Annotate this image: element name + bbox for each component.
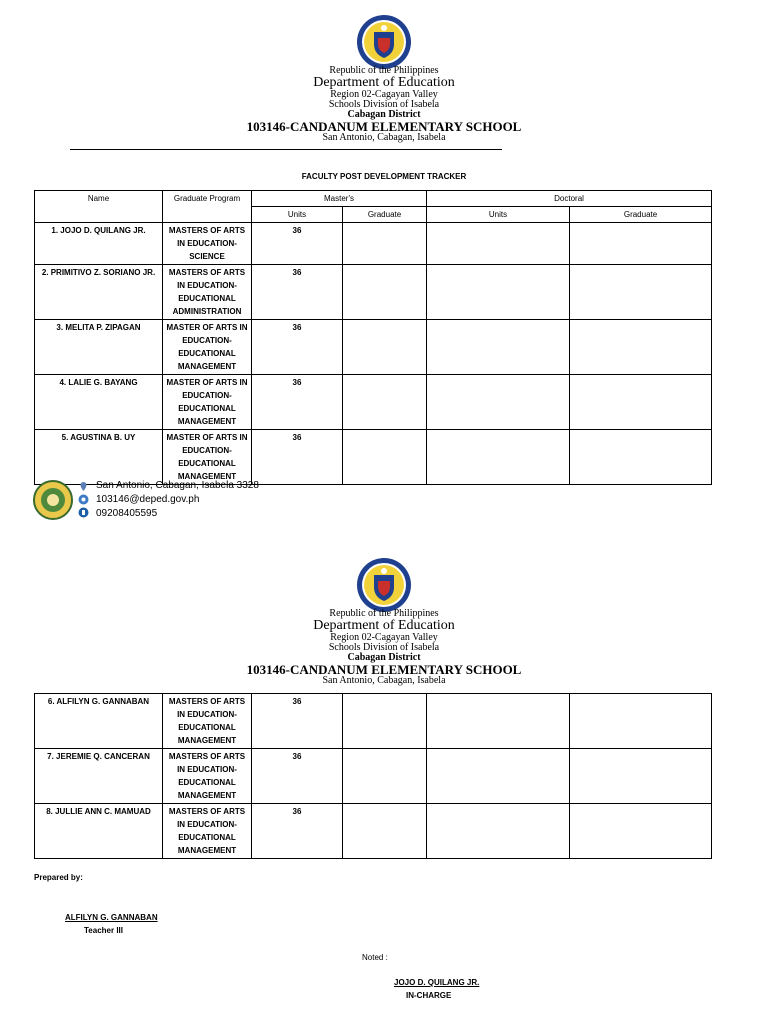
doctoral-graduate xyxy=(570,430,712,485)
masters-units: 36 xyxy=(252,223,343,265)
school-name: 103146-CANDANUM ELEMENTARY SCHOOL xyxy=(246,119,522,134)
table-row xyxy=(35,320,712,375)
doctoral-units xyxy=(427,804,570,859)
tracker-table-page1 xyxy=(34,190,712,485)
doctoral-graduate xyxy=(570,375,712,430)
masters-units-header: Units xyxy=(252,207,343,223)
table-row xyxy=(35,804,712,859)
department-text: Department of Education xyxy=(313,75,455,90)
masters-graduate xyxy=(343,320,427,375)
masters-units: 36 xyxy=(252,694,343,749)
page2-letterhead xyxy=(0,609,768,686)
deped-seal-icon xyxy=(356,557,412,613)
doctoral-units-header: Units xyxy=(427,207,570,223)
deped-seal-icon xyxy=(356,14,412,70)
col-name-header: Name xyxy=(35,191,163,223)
region-text: Region 02-Cagayan Valley xyxy=(330,632,438,643)
table-row xyxy=(35,223,712,265)
faculty-name: 6. ALFILYN G. GANNABAN xyxy=(35,694,163,749)
phone-icon xyxy=(78,507,89,518)
doctoral-units xyxy=(427,694,570,749)
district-text: Cabagan District xyxy=(347,652,421,663)
division-text: Schools Division of Isabela xyxy=(328,642,440,653)
graduate-program: MASTERS OF ARTS IN EDUCATION-EDUCATIONAL ADMINISTRATION xyxy=(163,265,252,320)
masters-units: 36 xyxy=(252,320,343,375)
masters-graduate xyxy=(343,265,427,320)
contact-email: 103146@deped.gov.ph xyxy=(96,494,200,505)
masters-graduate xyxy=(343,430,427,485)
tracker-title: FACULTY POST DEVELOPMENT TRACKER xyxy=(301,172,467,181)
prepared-by-name: ALFILYN G. GANNABAN xyxy=(65,913,158,922)
graduate-program: MASTERS OF ARTS IN EDUCATION-EDUCATIONAL MANAGEMENT xyxy=(163,804,252,859)
doctoral-units xyxy=(427,749,570,804)
region-text: Region 02-Cagayan Valley xyxy=(330,89,438,100)
contact-address: San Antonio, Cabagan, Isabela 3328 xyxy=(96,480,259,491)
department-text: Department of Education xyxy=(313,618,455,633)
faculty-name: 4. LALIE G. BAYANG xyxy=(35,375,163,430)
header-divider xyxy=(70,149,502,150)
masters-units: 36 xyxy=(252,265,343,320)
faculty-name: 7. JEREMIE Q. CANCERAN xyxy=(35,749,163,804)
graduate-program: MASTER OF ARTS IN EDUCATION-EDUCATIONAL MANAGEMENT xyxy=(163,375,252,430)
table-row xyxy=(35,749,712,804)
faculty-name: 1. JOJO D. QUILANG JR. xyxy=(35,223,163,265)
masters-units: 36 xyxy=(252,804,343,859)
division-text: Schools Division of Isabela xyxy=(328,99,440,110)
prepared-by-title: Teacher III xyxy=(84,926,123,935)
doctoral-units xyxy=(427,265,570,320)
school-logo-icon xyxy=(33,480,73,520)
doctoral-graduate xyxy=(570,749,712,804)
masters-graduate xyxy=(343,749,427,804)
doctoral-units xyxy=(427,375,570,430)
noted-label: Noted : xyxy=(362,953,388,962)
col-doctoral-header: Doctoral xyxy=(427,191,712,207)
graduate-program: MASTERS OF ARTS IN EDUCATION-EDUCATIONAL MANAGEMENT xyxy=(163,694,252,749)
doctoral-graduate xyxy=(570,320,712,375)
masters-units: 36 xyxy=(252,749,343,804)
graduate-program: MASTERS OF ARTS IN EDUCATION-EDUCATIONAL MANAGEMENT xyxy=(163,749,252,804)
col-program-header: Graduate Program xyxy=(163,191,252,223)
masters-units: 36 xyxy=(252,375,343,430)
graduate-program: MASTER OF ARTS IN EDUCATION-EDUCATIONAL MANAGEMENT xyxy=(163,430,252,485)
school-address: San Antonio, Cabagan, Isabela xyxy=(322,675,446,686)
masters-graduate xyxy=(343,375,427,430)
table-row xyxy=(35,265,712,320)
masters-graduate xyxy=(343,694,427,749)
school-name: 103146-CANDANUM ELEMENTARY SCHOOL xyxy=(246,662,522,677)
masters-units: 36 xyxy=(252,430,343,485)
doctoral-graduate xyxy=(570,804,712,859)
prepared-by-label: Prepared by: xyxy=(34,873,83,882)
table-row xyxy=(35,694,712,749)
faculty-name: 2. PRIMITIVO Z. SORIANO JR. xyxy=(35,265,163,320)
masters-graduate xyxy=(343,804,427,859)
col-masters-header: Master's xyxy=(252,191,427,207)
doctoral-graduate xyxy=(570,265,712,320)
faculty-name: 3. MELITA P. ZIPAGAN xyxy=(35,320,163,375)
doctoral-units xyxy=(427,223,570,265)
noted-by-title: IN-CHARGE xyxy=(406,991,452,1000)
district-text: Cabagan District xyxy=(347,109,421,120)
tracker-table-page2 xyxy=(34,693,712,859)
graduate-program: MASTER OF ARTS IN EDUCATION-EDUCATIONAL MANAGEMENT xyxy=(163,320,252,375)
graduate-program: MASTERS OF ARTS IN EDUCATION-SCIENCE xyxy=(163,223,252,265)
contact-phone: 09208405595 xyxy=(96,508,158,519)
masters-graduate-header: Graduate xyxy=(343,207,427,223)
republic-text: Republic of the Philippines xyxy=(329,608,439,619)
table-row xyxy=(35,375,712,430)
doctoral-units xyxy=(427,430,570,485)
doctoral-graduate-header: Graduate xyxy=(570,207,712,223)
faculty-name: 8. JULLIE ANN C. MAMUAD xyxy=(35,804,163,859)
republic-text: Republic of the Philippines xyxy=(329,65,439,76)
location-icon xyxy=(78,481,89,492)
doctoral-units xyxy=(427,320,570,375)
noted-by-name: JOJO D. QUILANG JR. xyxy=(394,978,480,987)
page1-letterhead xyxy=(0,66,768,143)
masters-graduate xyxy=(343,223,427,265)
school-address: San Antonio, Cabagan, Isabela xyxy=(322,132,446,143)
doctoral-graduate xyxy=(570,223,712,265)
doctoral-graduate xyxy=(570,694,712,749)
table-row xyxy=(35,430,712,485)
email-icon xyxy=(78,494,89,505)
faculty-name: 5. AGUSTINA B. UY xyxy=(35,430,163,485)
